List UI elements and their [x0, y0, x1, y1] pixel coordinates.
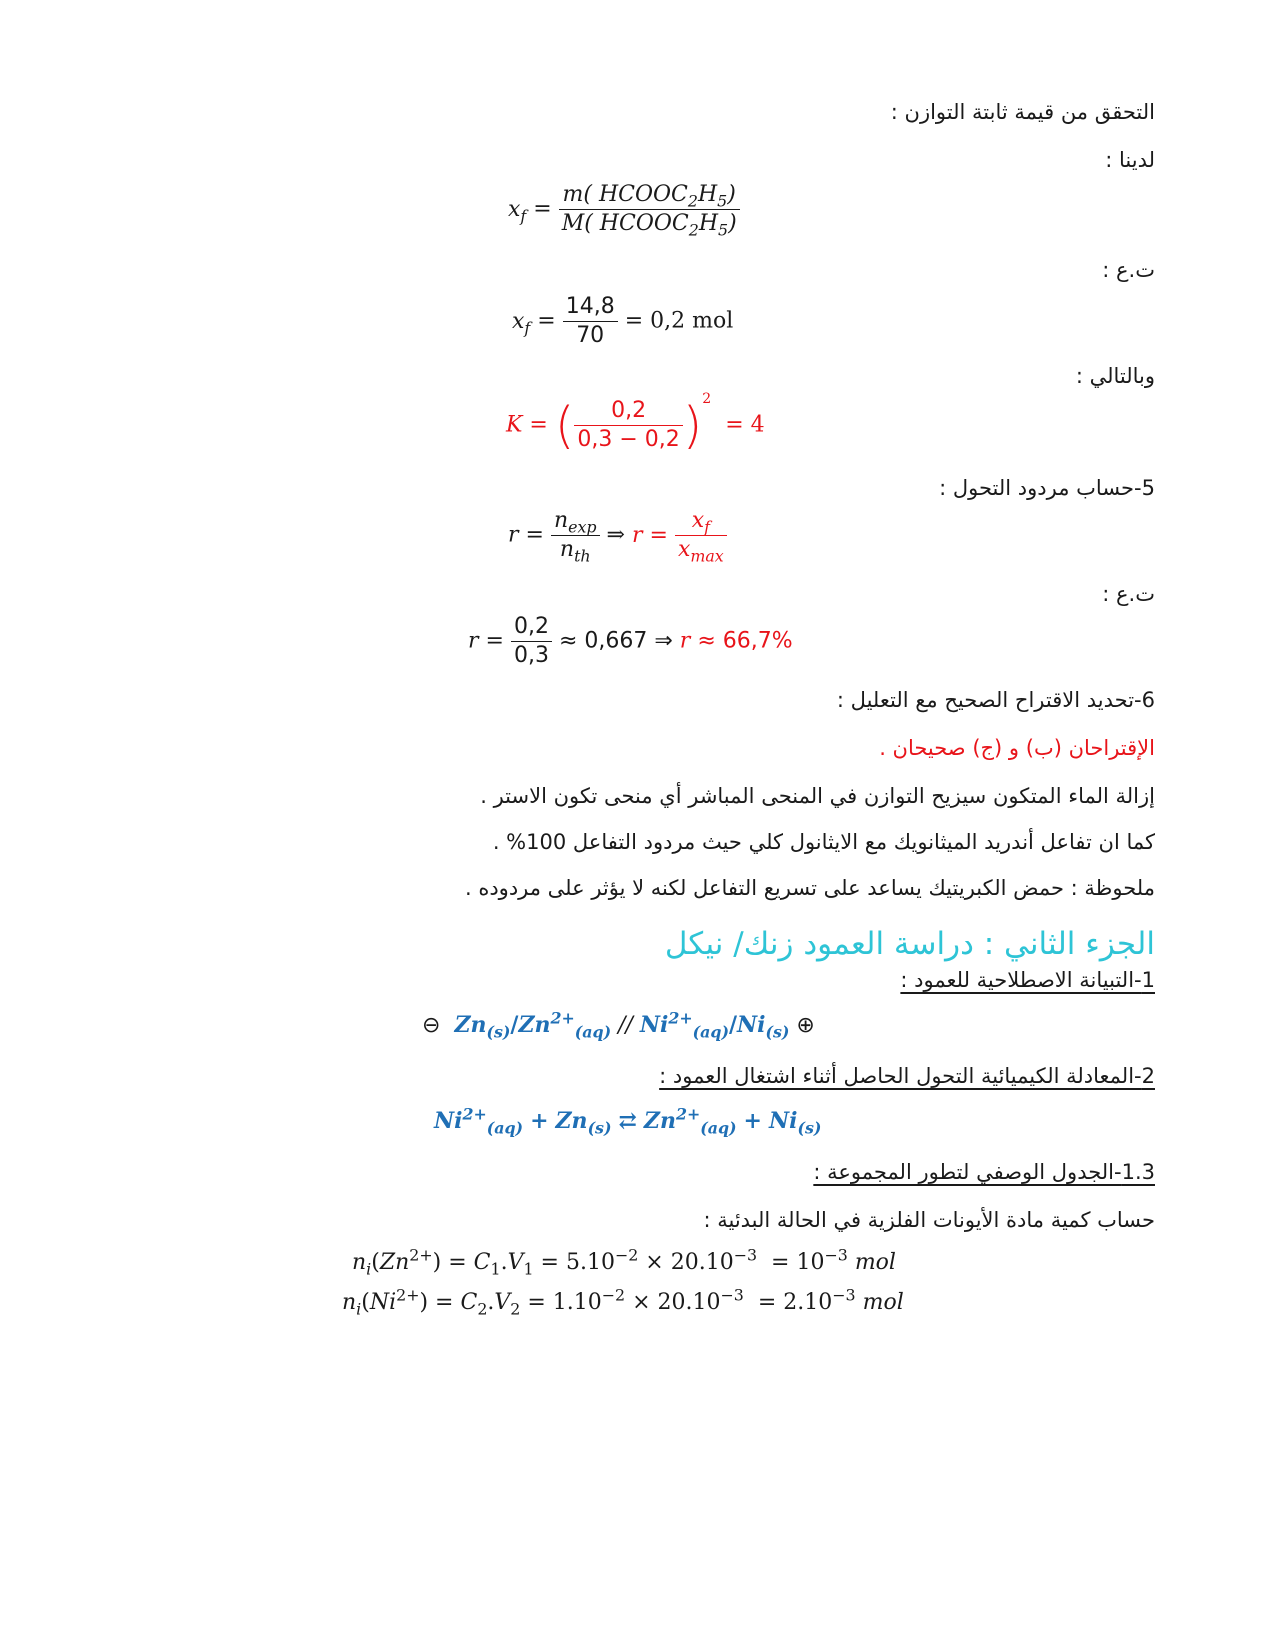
text-line-numerical-app: ت.ع :	[1102, 258, 1155, 282]
text-line-yield-section: 5-حساب مردود التحول :	[939, 476, 1155, 500]
part-two-title: الجزء الثاني : دراسة العمود زنك/ نيكل	[664, 926, 1155, 962]
equation-initial-ni: $n_i(Ni^{2+}) = C_2.V_2 = 1.10^{-2} \times 20.10^{-3} = 2.10^{-3}$ mol	[342, 1285, 904, 1319]
equation-xf-definition: $x_f$ = $\frac{m( HCOOC_2H_5)}{M( HCOOC_2H_5)}$	[508, 184, 740, 235]
equation-cell-notation: ⊖ $Zn_{(s)}/Zn^{2+}_{(aq)} // Ni^{2+}_{(aq)}/Ni_{(s)}$ ⊕	[422, 1008, 815, 1042]
text-line-equilibrium-check: التحقق من قيمة ثابتة التوازن :	[890, 100, 1155, 124]
equation-initial-zn: $n_i(Zn^{2+}) = C_1.V_1 = 5.10^{-2} \times 20.10^{-3} = 10^{-3}$ mol	[352, 1245, 896, 1279]
text-line-initial-amount: حساب كمية مادة الأيونات الفلزية في الحالة البدئية :	[703, 1208, 1155, 1232]
section-evolution-table: 1.3-الجدول الوصفي لتطور المجموعة :	[813, 1160, 1155, 1184]
text-line-given: لدينا :	[1105, 148, 1155, 172]
text-line-correct-proposals: الإقتراحان (ب) و (ج) صحيحان .	[879, 736, 1155, 760]
text-line-therefore: وبالتالي :	[1075, 364, 1155, 388]
section-cell-diagram: 1-التبيانة الاصطلاحية للعمود :	[900, 968, 1155, 992]
text-line-proposal-section: 6-تحديد الاقتراح الصحيح مع التعليل :	[836, 688, 1155, 712]
text-line-note: ملحوظة : حمض الكبريتيك يساعد على تسريع التفاعل لكنه لا يؤثر على مردوده .	[464, 876, 1155, 900]
text-line-explanation-1: إزالة الماء المتكون سيزيح التوازن في المنحى المباشر أي منحى تكون الاستر .	[480, 784, 1155, 808]
text-line-explanation-2: كما ان تفاعل أندريد الميثانويك مع الايثانول كلي حيث مردود التفاعل 100% .	[492, 830, 1155, 854]
section-chemical-equation: 2-المعادلة الكيميائية التحول الحاصل أثناء اشتغال العمود :	[659, 1064, 1155, 1088]
minus-pole-icon: ⊖	[422, 1013, 441, 1038]
equation-yield-definition: r = $\frac{n_{exp}}{n_{th}}$ ⇒ r = $\frac{x_f}{x_{max}}$	[508, 510, 727, 561]
equation-reaction: $Ni^{2+}_{(aq)} + Zn_{(s)}$ ⇄ $Zn^{2+}_{(aq)} + Ni_{(s)}$	[434, 1104, 822, 1138]
equation-xf-value: $x_f$ = $\frac{14,8}{70}$ = 0,2 mol	[512, 294, 734, 348]
equation-yield-value: r = $\frac{0,2}{0,3}$ ≈ 0,667 ⇒ r ≈ 66,7%	[468, 614, 793, 668]
plus-pole-icon: ⊕	[796, 1013, 815, 1038]
text-line-numerical-app-2: ت.ع :	[1102, 582, 1155, 606]
equation-k-value: K = ( $\frac{0,2}{0,3 - 0,2}$ )$^2$ = 4	[506, 391, 765, 455]
